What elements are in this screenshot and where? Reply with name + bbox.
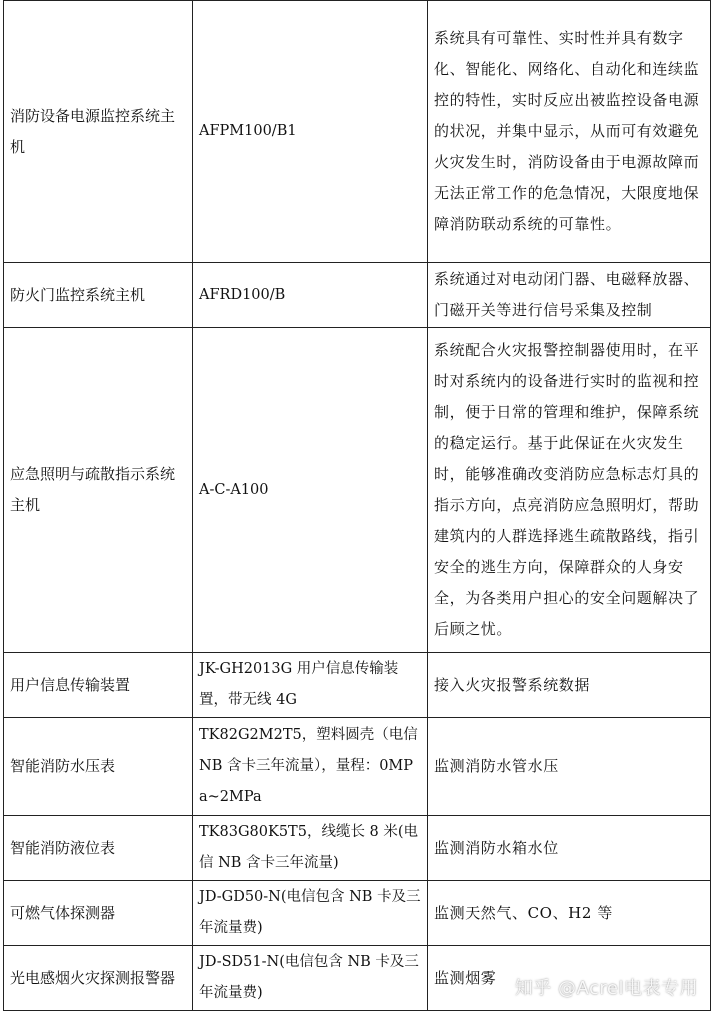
product-model-cell: AFRD100/B [193,263,428,328]
product-model-cell: JK-GH2013G 用户信息传输装置，带无线 4G [193,653,428,718]
table-row [4,653,711,718]
product-description-cell: 接入火灾报警系统数据 [428,653,711,718]
table-row [4,718,711,816]
product-name-cell: 智能消防水压表 [4,718,193,816]
product-description-cell: 系统具有可靠性、实时性并具有数字化、智能化、网络化、自动化和连续监控的特性，实时反应出被监控设备电源的状况，并集中显示，从而可有效避免火灾发生时，消防设备由于电源故障而无法正常工作的危急情况，大限度地保障消防联动系统的可靠性。 [428,1,711,263]
table-row [4,263,711,328]
product-model-cell: AFPM100/B1 [193,1,428,263]
product-model-cell: TK83G80K5T5，线缆长 8 米(电信 NB 含卡三年流量) [193,816,428,881]
product-name-cell: 消防设备电源监控系统主机 [4,1,193,263]
product-model-cell: TK82G2M2T5，塑料圆壳（电信 NB 含卡三年流量），量程：0MPa~2MPa [193,718,428,816]
product-name-cell: 防火门监控系统主机 [4,263,193,328]
product-description-cell: 监测消防水管水压 [428,718,711,816]
product-name-cell: 光电感烟火灾探测报警器 [4,946,193,1011]
table-row [4,816,711,881]
product-description-cell: 系统通过对电动闭门器、电磁释放器、门磁开关等进行信号采集及控制 [428,263,711,328]
product-spec-table [3,0,711,1011]
table-row [4,328,711,653]
watermark: 知乎 @Acrel电表专用 [514,978,698,999]
product-name-cell: 应急照明与疏散指示系统主机 [4,328,193,653]
product-name-cell: 可燃气体探测器 [4,881,193,946]
product-model-cell: A-C-A100 [193,328,428,653]
product-name-cell: 用户信息传输装置 [4,653,193,718]
product-description-cell: 监测消防水箱水位 [428,816,711,881]
product-model-cell: JD-SD51-N(电信包含 NB 卡及三年流量费) [193,946,428,1011]
table-row [4,1,711,263]
product-description-cell: 系统配合火灾报警控制器使用时，在平时对系统内的设备进行实时的监视和控制，便于日常的管理和维护，保障系统的稳定运行。基于此保证在火灾发生时，能够准确改变消防应急标志灯具的指示方向，点亮消防应急照明灯，帮助建筑内的人群选择逃生疏散路线，指引安全的逃生方向，保障群众的人身安全，为各类用户担心的安全问题解决了后顾之忧。 [428,328,711,653]
product-description-cell: 监测天然气、CO、H2 等 [428,881,711,946]
table-row [4,881,711,946]
product-model-cell: JD-GD50-N(电信包含 NB 卡及三年流量费) [193,881,428,946]
product-description-cell: 监测烟雾 [428,946,711,1011]
product-name-cell: 智能消防液位表 [4,816,193,881]
